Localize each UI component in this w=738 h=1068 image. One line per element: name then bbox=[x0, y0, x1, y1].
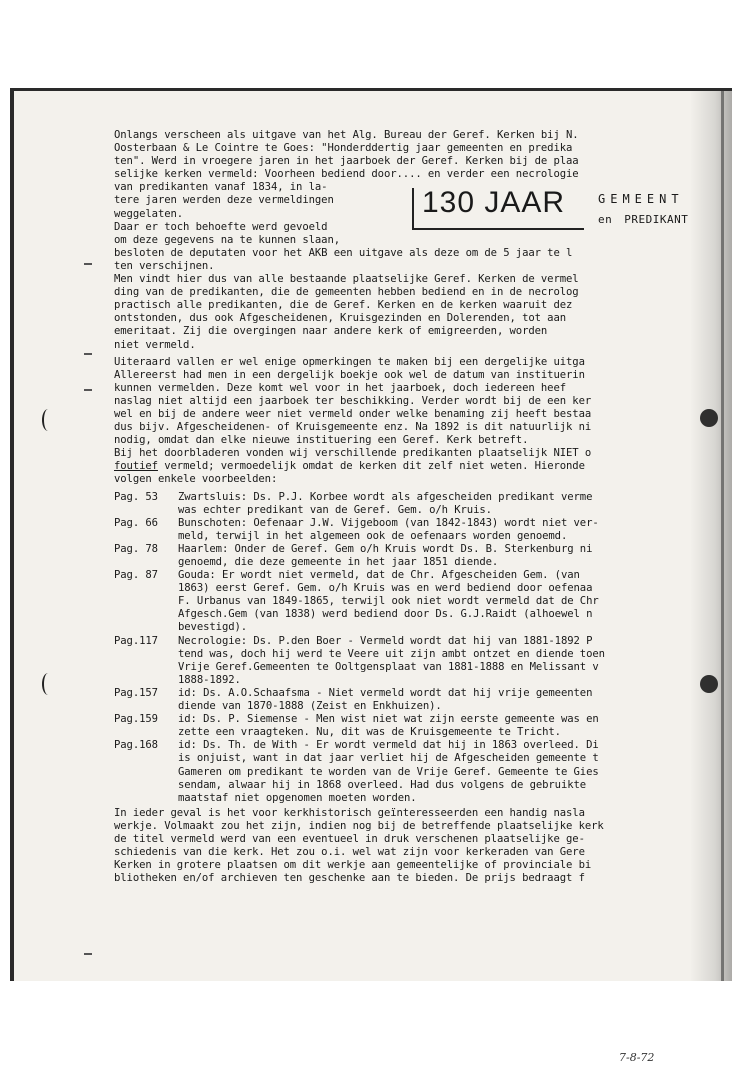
page-reference: Pag. 66 bbox=[114, 516, 158, 529]
entry-text: Zwartsluis: Ds. P.J. Korbee wordt als afgescheiden predikant verme was echter predikant van de Geref. Gem. o/h Kruis. bbox=[178, 490, 593, 516]
logo-title: 130 JAAR bbox=[422, 186, 566, 219]
list-item bbox=[114, 635, 704, 687]
logo-predikanten bbox=[598, 213, 688, 226]
logo-predikanten-word: PREDIKANT bbox=[624, 213, 689, 226]
page-reference: Pag.157 bbox=[114, 686, 158, 699]
page-reference: Pag. 87 bbox=[114, 569, 158, 582]
entry-text: Necrologie: Ds. P.den Boer - Vermeld wordt dat hij van 1881-1892 P tend was, doch hij werd te Veere uit zijn ambt ontzet en diende toen Vrije Geref.Gemeenten te Ooltgensplaat van 1881-1888 en Melissant v 1888-1892. bbox=[178, 634, 605, 686]
list-item bbox=[114, 739, 704, 804]
list-item bbox=[114, 491, 704, 517]
page-reference: Pag. 53 bbox=[114, 490, 158, 503]
examples-list bbox=[114, 491, 704, 805]
contents-paragraph: Men vindt hier dus van alle bestaande plaatselijke Geref. Kerken de vermel ding van de predikanten, die de gemeenten hebben bediend en in de necrolog practisch alle predikanten, die de Geref. Kerken en de kerken waaruit dez ontstonden, dus ook Afgescheidenen, Kruisgezinden en Dolerenden, tot aan emeritaat. Zij die overgingen naar andere kerk of emigreerden, worden niet vermeld. bbox=[114, 273, 579, 351]
margin-dash bbox=[84, 263, 92, 265]
list-item bbox=[114, 569, 704, 634]
binding-spine bbox=[721, 91, 724, 981]
remarks-paragraph: Uiteraard vallen er wel enige opmerkingen te maken bij een dergelijke uitga Allereerst had men in een dergelijk boekje ook wel de datum van instituerin kunnen vermelden. Deze komt wel voor in het jaarboek, doch iedereen heef naslag niet altijd een jaarboek ter beschikking. Verder wordt bij de een ker wel en bij de andere weer niet vermeld onder welke benaming zij heeft bestaa dus bijv. Afgescheidenen- of Kruisgemeente enz. Na 1892 is dit natuurlijk ni nodig, omdat dan elke nieuwe instituering een Geref. Kerk betreft. bbox=[114, 355, 592, 447]
logo-en: en bbox=[598, 213, 613, 226]
entry-text: Haarlem: Onder de Geref. Gem o/h Kruis wordt Ds. B. Sterkenburg ni genoemd, die deze gemeente in het jaar 1851 diende. bbox=[178, 542, 593, 568]
logo-gemeenten: GEMEENT bbox=[598, 192, 684, 206]
page-reference: Pag.159 bbox=[114, 713, 158, 726]
list-item bbox=[114, 713, 704, 739]
page-reference: Pag.117 bbox=[114, 634, 158, 647]
examples-intro-pre: Bij het doorbladeren vonden wij verschillende predikanten plaatselijk NIET o bbox=[114, 447, 592, 460]
margin-dash bbox=[84, 953, 92, 955]
ink-blot bbox=[700, 409, 718, 427]
entry-text: Bunschoten: Oefenaar J.W. Vijgeboom (van 1842-1843) wordt niet ver- meld, terwijl in het algemeen ook de oefenaars worden genoemd. bbox=[178, 516, 599, 542]
list-item bbox=[114, 687, 704, 713]
article-body bbox=[114, 129, 704, 889]
entry-text: id: Ds. A.O.Schaafsma - Niet vermeld wordt dat hij vrije gemeenten diende van 1870-1888 (Zeist en Enkhuizen). bbox=[178, 686, 593, 713]
intro-paragraph: Onlangs verscheen als uitgave van het Alg. Bureau der Geref. Kerken bij N. Oosterbaan & Le Cointre te Goes: "Honderddertig jaar gemeenten en predika ten". Werd in vroegere jaren in het jaarboek der Geref. Kerken bij de plaa selijke kerken vermeld: Voorheen bediend door.... en verder een necrologie van predikanten vanaf 1834, in la- tere jaren werden deze vermeldingen weggelaten. Daar er toch behoefte werd gevoeld om deze gegevens na te kunnen slaan, besloten de deputaten voor het AKB een uitgave als deze om de 5 jaar te l ten verschijnen. bbox=[114, 129, 579, 272]
margin-dash bbox=[84, 353, 92, 355]
entry-text: id: Ds. P. Siemense - Men wist niet wat zijn eerste gemeente was en zette een vraagteken. Nu, dit was de Kruisgemeente te Tricht. bbox=[178, 713, 599, 739]
margin-dash bbox=[84, 389, 92, 391]
scan-background-top bbox=[0, 0, 738, 88]
punch-hole-mark bbox=[42, 673, 54, 695]
punch-hole-mark bbox=[42, 409, 54, 431]
ink-blot bbox=[700, 675, 718, 693]
list-item bbox=[114, 517, 704, 543]
list-item bbox=[114, 543, 704, 569]
document-page bbox=[10, 88, 732, 1064]
entry-text: id: Ds. Th. de With - Er wordt vermeld dat hij in 1863 overleed. Di is onjuist, want in dat jaar verliet hij de Afgescheiden gemeente t Gameren om predikant te worden van de Vrije Geref. Gemeente te Gies sendam, alwaar hij in 1868 overleed. Had dus volgens de gebruikte maatstaf niet opgenomen moeten worden. bbox=[178, 739, 599, 804]
page-reference: Pag. 78 bbox=[114, 542, 158, 555]
closing-paragraph: In ieder geval is het voor kerkhistorisch geïnteresseerden een handig nasla werkje. Volmaakt zou het zijn, indien nog bij de betreffende plaatselijke kerk de titel vermeld werd van een eventueel in druk verschenen plaatselijke ge- schiedenis van die kerk. Het zou o.i. wel wat zijn voor kerkeraden van Gere Kerken in grotere plaatsen om dit werkje aan gemeentelijke of provinciale bi bliotheken en/of archieven ten geschenke aan te bieden. De prijs bedraagt f bbox=[114, 806, 604, 885]
examples-intro-post: vermeld; vermoedelijk omdat de kerken dit zelf niet weten. Hieronde volgen enkele voorbeelden: bbox=[114, 460, 585, 486]
underlined-word: foutief bbox=[114, 460, 158, 473]
title-logo bbox=[412, 186, 712, 232]
handwritten-note: 7-8-72 bbox=[619, 1051, 655, 1064]
page-reference: Pag.168 bbox=[114, 739, 158, 752]
entry-text: Gouda: Er wordt niet vermeld, dat de Chr. Afgescheiden Gem. (van 1863) eerst Geref. Gem. o/h Kruis was en werd bediend door oefenaa F. Urbanus van 1849-1865, terwijl ook niet wordt vermeld dat de Chr Afgesch.Gem (van 1838) werd bediend door Ds. G.J.Raidt (alhoewel n bevestigd). bbox=[178, 569, 599, 634]
examples-intro-paragraph bbox=[114, 447, 704, 486]
